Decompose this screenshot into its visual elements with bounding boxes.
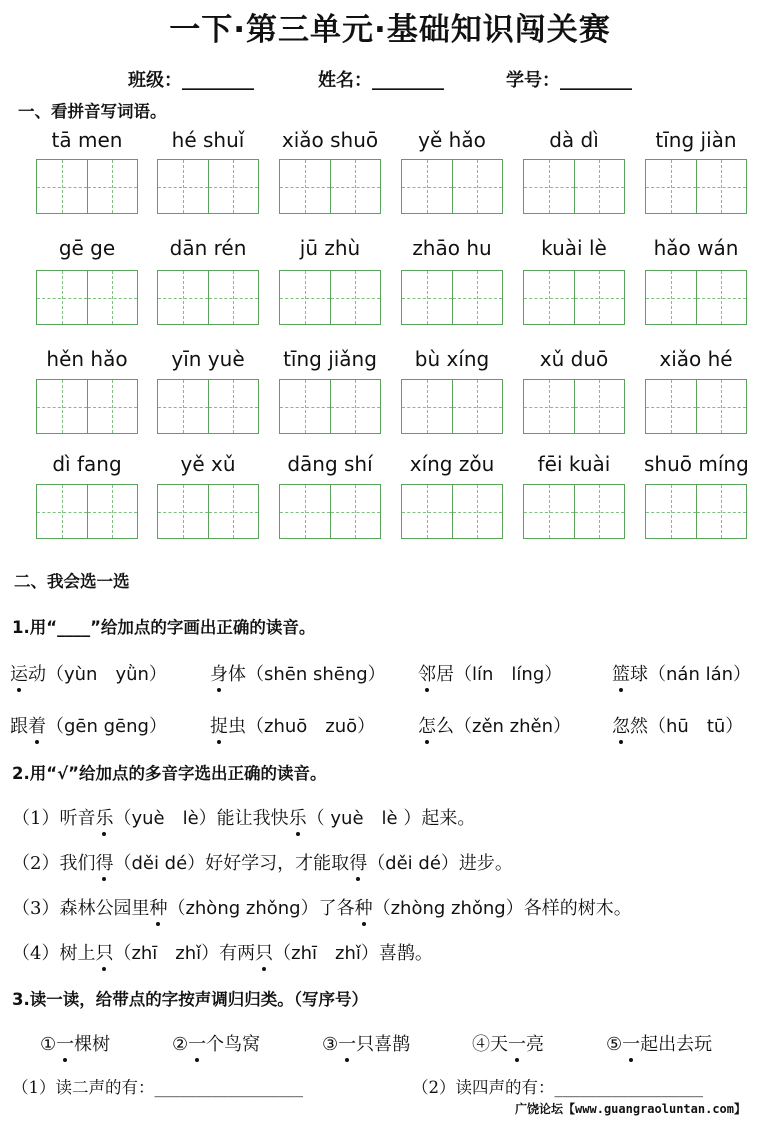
character-cell[interactable]	[87, 160, 138, 213]
character-cell[interactable]	[452, 271, 503, 324]
answer-second-tone[interactable]: （1）读二声的有：__________________	[12, 1078, 303, 1097]
character-cell[interactable]	[402, 271, 452, 324]
tianzige-writing-box[interactable]	[645, 379, 747, 434]
character-cell[interactable]	[402, 380, 452, 433]
character-cell[interactable]	[87, 485, 138, 538]
character-cell[interactable]	[402, 485, 452, 538]
character-cell[interactable]	[37, 160, 87, 213]
tianzige-writing-box[interactable]	[157, 484, 259, 539]
tianzige-writing-box[interactable]	[401, 270, 503, 325]
pinyin-label: gē ge	[58, 236, 116, 260]
q2-line[interactable]: （3）森林公园里种（zhòng zhǒng）了各种（zhòng zhǒng）各样的树木。	[12, 894, 632, 920]
character-cell[interactable]	[574, 160, 625, 213]
footer-source: 广饶论坛【www.guangraoluntan.com】	[515, 1102, 746, 1116]
pinyin-label: hé shuǐ	[171, 128, 245, 152]
character-cell[interactable]	[646, 485, 696, 538]
pinyin-label: tā men	[51, 128, 123, 152]
character-cell[interactable]	[158, 160, 208, 213]
character-cell[interactable]	[87, 271, 138, 324]
pinyin-label: dà dì	[549, 128, 599, 152]
q1-item[interactable]: 运动（yùn yǜn）	[10, 660, 167, 686]
tianzige-writing-box[interactable]	[36, 484, 138, 539]
tianzige-writing-box[interactable]	[157, 159, 259, 214]
tianzige-writing-box[interactable]	[523, 484, 625, 539]
id-blank: ________	[560, 70, 632, 91]
pinyin-label: shuō míng	[644, 452, 749, 476]
character-cell[interactable]	[330, 485, 381, 538]
q1-item[interactable]: 忽然（hū tū）	[612, 712, 743, 738]
q3-item: ④天一亮	[472, 1030, 544, 1056]
tianzige-writing-box[interactable]	[279, 159, 381, 214]
pinyin-label: xǔ duō	[539, 347, 609, 371]
section1-heading: 一、看拼音写词语。	[18, 102, 167, 121]
character-cell[interactable]	[696, 380, 747, 433]
pinyin-label: tīng jiàn	[655, 128, 737, 152]
character-cell[interactable]	[330, 160, 381, 213]
q1-item[interactable]: 怎么（zěn zhěn）	[418, 712, 571, 738]
character-cell[interactable]	[158, 485, 208, 538]
pinyin-label: fēi kuài	[537, 452, 611, 476]
character-cell[interactable]	[696, 271, 747, 324]
answer-fourth-tone[interactable]: （2）读四声的有：__________________	[412, 1078, 703, 1097]
id-field[interactable]	[506, 66, 632, 92]
character-cell[interactable]	[452, 485, 503, 538]
section2-heading: 二、我会选一选	[14, 572, 130, 591]
class-blank: ________	[182, 70, 254, 91]
page-title: 一下·第三单元·基础知识闯关赛	[169, 12, 611, 48]
q3-item: ①一棵树	[40, 1030, 110, 1056]
character-cell[interactable]	[280, 380, 330, 433]
character-cell[interactable]	[330, 380, 381, 433]
pinyin-label: hǎo wán	[653, 236, 739, 260]
character-cell[interactable]	[452, 160, 503, 213]
pinyin-label: jū zhù	[299, 236, 361, 260]
character-cell[interactable]	[208, 271, 259, 324]
character-cell[interactable]	[524, 160, 574, 213]
character-cell[interactable]	[696, 160, 747, 213]
character-cell[interactable]	[158, 380, 208, 433]
character-cell[interactable]	[574, 485, 625, 538]
pinyin-label: zhāo hu	[412, 236, 492, 260]
id-label: 学号：	[506, 70, 560, 91]
tianzige-writing-box[interactable]	[523, 379, 625, 434]
character-cell[interactable]	[280, 271, 330, 324]
pinyin-label: xiǎo hé	[659, 347, 733, 371]
q1-title: 1.用“____”给加点的字画出正确的读音。	[12, 618, 316, 637]
q2-line[interactable]: （2）我们得（děi dé）好好学习，才能取得（děi dé）进步。	[12, 849, 513, 875]
q1-item[interactable]: 跟着（gēn gēng）	[10, 712, 167, 738]
character-cell[interactable]	[37, 485, 87, 538]
tianzige-writing-box[interactable]	[279, 379, 381, 434]
tianzige-writing-box[interactable]	[645, 484, 747, 539]
character-cell[interactable]	[330, 271, 381, 324]
character-cell[interactable]	[87, 380, 138, 433]
tianzige-writing-box[interactable]	[279, 484, 381, 539]
character-cell[interactable]	[574, 271, 625, 324]
character-cell[interactable]	[158, 271, 208, 324]
q2-line[interactable]: （1）听音乐（yuè lè）能让我快乐（ yuè lè ）起来。	[12, 804, 475, 830]
character-cell[interactable]	[524, 485, 574, 538]
character-cell[interactable]	[452, 380, 503, 433]
q3-item: ②一个鸟窝	[172, 1030, 260, 1056]
pinyin-label: dì fang	[52, 452, 122, 476]
tianzige-writing-box[interactable]	[157, 379, 259, 434]
pinyin-label: dāng shí	[287, 452, 373, 476]
q1-item[interactable]: 篮球（nán lán）	[612, 660, 751, 686]
name-label: 姓名：	[318, 70, 372, 91]
tianzige-writing-box[interactable]	[401, 379, 503, 434]
character-cell[interactable]	[524, 380, 574, 433]
pinyin-label: dān rén	[169, 236, 247, 260]
character-cell[interactable]	[208, 380, 259, 433]
q1-item[interactable]: 邻居（lín líng）	[418, 660, 562, 686]
pinyin-label: bù xíng	[414, 347, 490, 371]
character-cell[interactable]	[646, 380, 696, 433]
class-field[interactable]	[128, 66, 254, 92]
character-cell[interactable]	[280, 485, 330, 538]
tianzige-writing-box[interactable]	[401, 484, 503, 539]
character-cell[interactable]	[524, 271, 574, 324]
name-field[interactable]	[318, 66, 444, 92]
character-cell[interactable]	[208, 160, 259, 213]
tianzige-writing-box[interactable]	[645, 270, 747, 325]
pinyin-label: xíng zǒu	[409, 452, 495, 476]
tianzige-writing-box[interactable]	[401, 159, 503, 214]
character-cell[interactable]	[696, 485, 747, 538]
tianzige-writing-box[interactable]	[523, 159, 625, 214]
character-cell[interactable]	[280, 160, 330, 213]
pinyin-label: yīn yuè	[171, 347, 245, 371]
pinyin-label: yě xǔ	[180, 452, 236, 476]
class-label: 班级：	[128, 70, 182, 91]
pinyin-label: hěn hǎo	[46, 347, 128, 371]
character-cell[interactable]	[37, 271, 87, 324]
q2-line[interactable]: （4）树上只（zhī zhǐ）有两只（zhī zhǐ）喜鹊。	[12, 939, 433, 965]
character-cell[interactable]	[646, 271, 696, 324]
pinyin-label: tīng jiǎng	[283, 347, 377, 371]
tianzige-writing-box[interactable]	[157, 270, 259, 325]
tianzige-writing-box[interactable]	[279, 270, 381, 325]
tianzige-writing-box[interactable]	[523, 270, 625, 325]
pinyin-label: xiǎo shuō	[281, 128, 379, 152]
tianzige-writing-box[interactable]	[36, 379, 138, 434]
character-cell[interactable]	[208, 485, 259, 538]
q3-item: ③一只喜鹊	[322, 1030, 410, 1056]
q1-item[interactable]: 身体（shēn shēng）	[210, 660, 386, 686]
character-cell[interactable]	[574, 380, 625, 433]
character-cell[interactable]	[402, 160, 452, 213]
q1-item[interactable]: 捉虫（zhuō zuō）	[210, 712, 375, 738]
character-cell[interactable]	[37, 380, 87, 433]
tianzige-writing-box[interactable]	[645, 159, 747, 214]
name-blank: ________	[372, 70, 444, 91]
q2-title: 2.用“√”给加点的多音字选出正确的读音。	[12, 764, 327, 783]
q3-title: 3.读一读，给带点的字按声调归归类。（写序号）	[12, 990, 368, 1009]
pinyin-label: yě hǎo	[418, 128, 486, 152]
tianzige-writing-box[interactable]	[36, 159, 138, 214]
tianzige-writing-box[interactable]	[36, 270, 138, 325]
q3-item: ⑤一起出去玩	[606, 1030, 712, 1056]
character-cell[interactable]	[646, 160, 696, 213]
pinyin-label: kuài lè	[541, 236, 607, 260]
